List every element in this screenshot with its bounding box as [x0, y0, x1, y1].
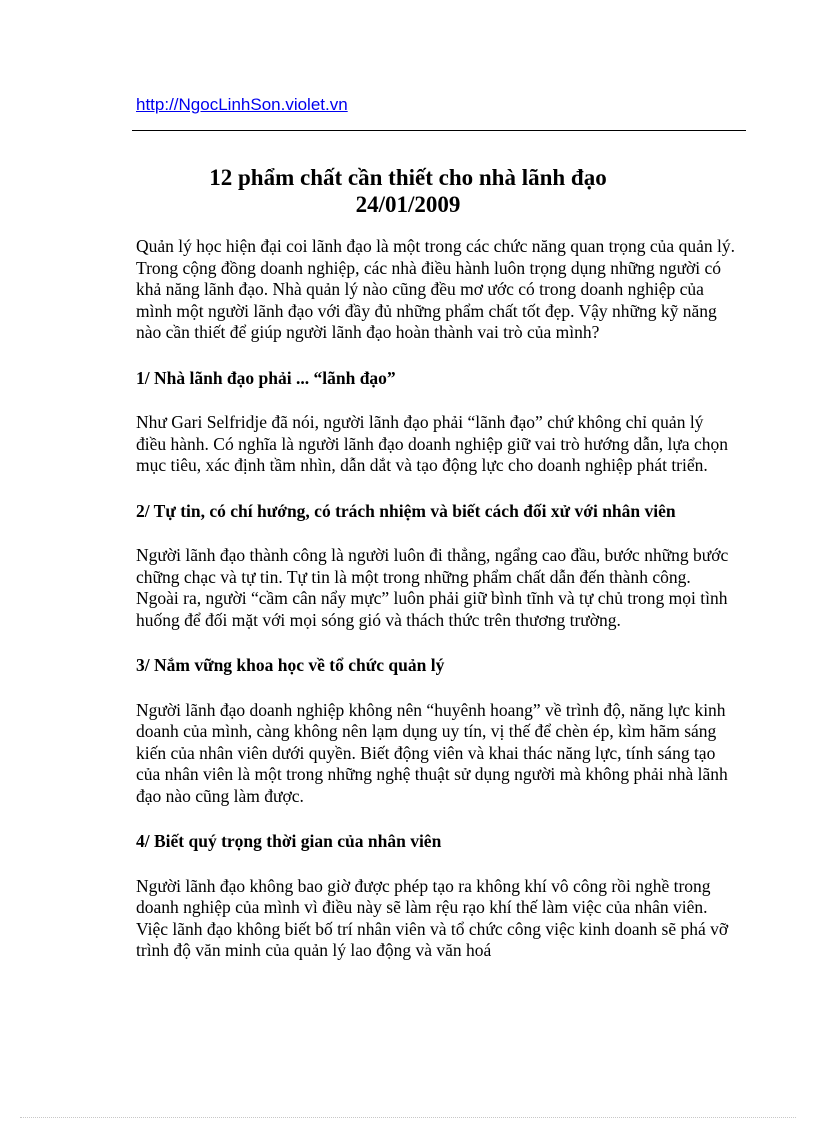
document-body [136, 236, 736, 962]
section-paragraph: Người lãnh đạo doanh nghiệp không nên “huyênh hoang” về trình độ, năng lực kinh doanh của mình, càng không nên lạm dụng uy tín, vị thế để chèn ép, kìm hãm sáng kiến của nhân viên dưới quyền. Biết động viên và khai thác năng lực, tính sáng tạo của nhân viên là một trong những nghệ thuật sử dụng người mà không phải nhà lãnh đạo nào cũng làm được. [136, 699, 728, 806]
document-title: 12 phẩm chất cần thiết cho nhà lãnh đạo [209, 165, 607, 190]
section-paragraph: Người lãnh đạo thành công là người luôn đi thẳng, ngẩng cao đầu, bước những bước chững chạc và tự tin. Tự tin là một trong những phẩm chất dẫn đến thành công. Ngoài ra, người “cầm cân nẩy mực” luôn phải giữ bình tĩnh và tự chủ trong mọi tình huống để đối mặt với mọi sóng gió và thách thức trên thương trường. [136, 545, 729, 630]
header-link[interactable]: http://NgocLinhSon.violet.vn [136, 95, 348, 114]
header-divider [132, 130, 746, 131]
page-bottom-border [20, 1117, 796, 1118]
section-paragraph: Như Gari Selfridje đã nói, người lãnh đạo phải “lãnh đạo” chứ không chỉ quản lý điều hành. Có nghĩa là người lãnh đạo doanh nghiệp giữ vai trò hướng dẫn, lựa chọn mục tiêu, xác định tầm nhìn, dẫn dắt và tạo động lực cho doanh nghiệp phát triển. [136, 412, 729, 475]
title-block [132, 164, 684, 218]
document-date: 24/01/2009 [355, 192, 461, 217]
section-heading: 3/ Nắm vững khoa học về tổ chức quản lý [136, 655, 445, 675]
section-heading: 4/ Biết quý trọng thời gian của nhân viên [136, 831, 442, 851]
intro-paragraph: Quản lý học hiện đại coi lãnh đạo là một trong các chức năng quan trọng của quản lý. Trong cộng đồng doanh nghiệp, các nhà điều hành luôn trọng dụng những người có khả năng lãnh đạo. Nhà quản lý nào cũng đều mơ ước có trong doanh nghiệp của mình một người lãnh đạo với đầy đủ những phẩm chất tốt đẹp. Vậy những kỹ năng nào cần thiết để giúp người lãnh đạo hoàn thành vai trò của mình? [136, 236, 735, 342]
section-paragraph: Người lãnh đạo không bao giờ được phép tạo ra không khí vô công rồi nghề trong doanh nghiệp của mình vì điều này sẽ làm rệu rạo khí thế làm việc của nhân viên. Việc lãnh đạo không biết bố trí nhân viên và tổ chức công việc kinh doanh sẽ phá vỡ trình độ văn minh của quản lý lao động và văn hoá [136, 875, 729, 960]
section-heading: 1/ Nhà lãnh đạo phải ... “lãnh đạo” [136, 367, 396, 388]
section-heading: 2/ Tự tin, có chí hướng, có trách nhiệm và biết cách đối xử với nhân viên [136, 500, 676, 521]
